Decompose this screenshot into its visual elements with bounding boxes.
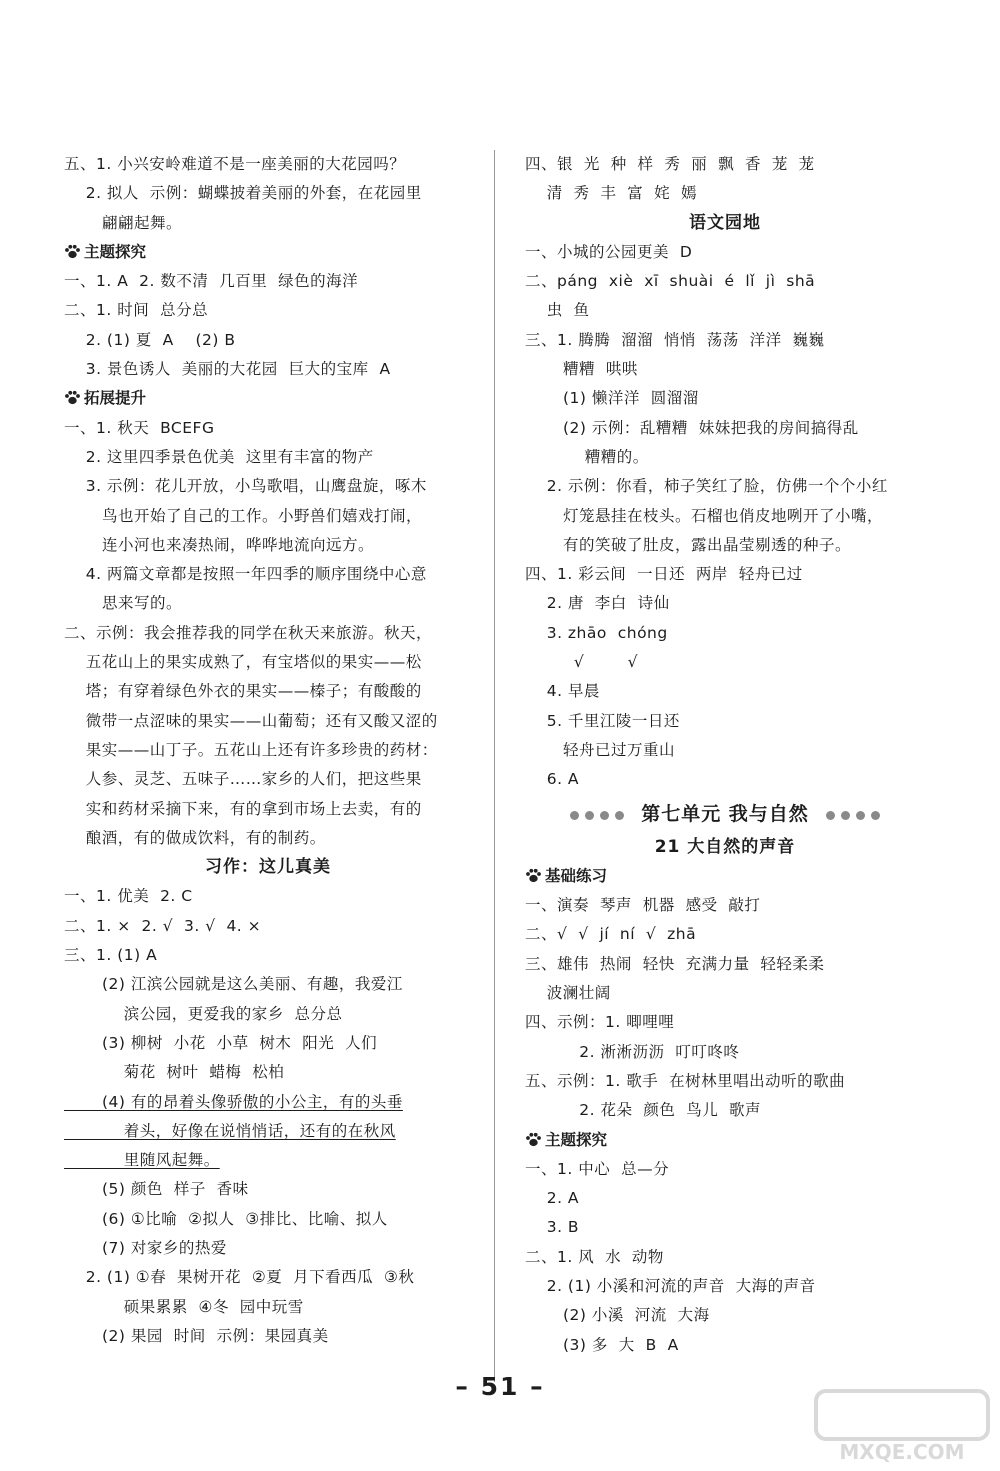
dots-decoration	[823, 795, 883, 833]
section-heading-label: 主题探究	[84, 242, 147, 261]
answer-line: 3. 示例：花儿开放，小鸟歌唱，山鹰盘旋，啄木	[64, 477, 427, 496]
answer-line: 滨公园，更爱我的家乡 总分总	[64, 1004, 343, 1023]
answer-line: 2. (1) ①春 果树开花 ②夏 月下看西瓜 ③秋	[64, 1268, 415, 1287]
answer-line: 2. 这里四季景色优美 这里有丰富的物产	[64, 447, 374, 466]
answer-line: 一、1. 秋天 BCEFG	[64, 418, 215, 437]
answer-line: 微带一点涩味的果实——山葡萄；还有又酸又涩的	[64, 711, 438, 730]
answer-line: 一、1. 中心 总—分	[525, 1159, 670, 1178]
lesson-title: 习作：这儿真美	[205, 857, 331, 878]
answer-line: 有的笑破了肚皮，露出晶莹剔透的种子。	[525, 535, 851, 554]
answer-line: 灯笼悬挂在枝头。石榴也俏皮地咧开了小嘴，	[525, 506, 883, 525]
right-column	[525, 150, 925, 1360]
answer-line: 糟糟的。	[525, 447, 649, 466]
answer-line: 一、演奏 琴声 机器 感受 敲打	[525, 896, 761, 915]
underlined-answer-line: 着头，好像在说悄悄话，还有的在秋风	[64, 1121, 396, 1140]
section-heading	[64, 384, 472, 413]
answer-line: 三、雄伟 热闹 轻快 充满力量 轻轻柔柔	[525, 954, 825, 973]
answer-line: (3) 多 大 B A	[525, 1335, 679, 1354]
answer-line: 4. 早晨	[525, 682, 600, 701]
answer-line: 实和药材采摘下来，有的拿到市场上去卖，有的	[64, 799, 422, 818]
answer-line: 清 秀 丰 富 姹 嫣	[525, 184, 697, 203]
answer-line: 一、小城的公园更美 D	[525, 242, 693, 261]
answer-line: (6) ①比喻 ②拟人 ③排比、比喻、拟人	[64, 1209, 388, 1228]
answer-line: (2) 示例：乱糟糟 妹妹把我的房间搞得乱	[525, 418, 859, 437]
answer-line: 四、示例：1. 唧哩哩	[525, 1013, 675, 1032]
answer-line: 2. 拟人 示例：蝴蝶披着美丽的外套，在花园里	[64, 184, 422, 203]
unit-title: 第七单元 我与自然	[641, 802, 809, 825]
paw-icon	[525, 1132, 542, 1147]
dots-decoration	[567, 795, 627, 833]
answer-line: 二、示例：我会推荐我的同学在秋天来旅游。秋天，	[64, 623, 433, 642]
answer-line: 轻舟已过万重山	[525, 740, 675, 759]
answer-line: 波澜壮阔	[525, 984, 611, 1003]
answer-line: 果实——山丁子。五花山上还有许多珍贵的药材：	[64, 740, 438, 759]
lesson-title: 语文园地	[689, 212, 761, 233]
answer-line: 2. 花朵 颜色 鸟儿 歌声	[525, 1101, 762, 1120]
answer-line: 二、páng xiè xī shuài é lǐ jì shā	[525, 272, 816, 291]
paw-icon	[64, 244, 81, 259]
watermark-text: MXQE.COM	[839, 1440, 965, 1464]
answer-line: 三、1. 腾腾 溜溜 悄悄 荡荡 洋洋 巍巍	[525, 330, 825, 349]
answer-line: 6. A	[525, 770, 580, 789]
answer-line: 糟糟 哄哄	[525, 360, 638, 379]
answer-line: (5) 颜色 样子 香味	[64, 1180, 249, 1199]
column-divider	[494, 150, 495, 1382]
answer-line: 5. 千里江陵一日还	[525, 711, 680, 730]
answer-line: 四、1. 彩云间 一日还 两岸 轻舟已过	[525, 565, 803, 584]
answer-line: √ √	[525, 653, 639, 672]
answer-line: 3. zhāo chóng	[525, 623, 668, 642]
answer-line: 2. A	[525, 1189, 580, 1208]
answer-line: 三、1. (1) A	[64, 946, 158, 965]
answer-line: (2) 江滨公园就是这么美丽、有趣，我爱江	[64, 975, 403, 994]
answer-line: 五、示例：1. 歌手 在树林里唱出动听的歌曲	[525, 1071, 846, 1090]
answer-line: (1) 懒洋洋 圆溜溜	[525, 389, 699, 408]
answer-line: 一、1. A 2. 数不清 几百里 绿色的海洋	[64, 272, 359, 291]
answer-line: 4. 两篇文章都是按照一年四季的顺序围绕中心意	[64, 565, 427, 584]
answer-line: 一、1. 优美 2. C	[64, 887, 193, 906]
answer-line: 思来写的。	[64, 594, 182, 613]
answer-line: 连小河也来凑热闹，哗哗地流向远方。	[64, 535, 374, 554]
answer-line: 二、1. 时间 总分总	[64, 301, 209, 320]
answer-line: 3. B	[525, 1218, 580, 1237]
left-column	[64, 150, 472, 1351]
answer-line: 虫 鱼	[525, 301, 590, 320]
answer-line: 鸟也开始了自己的工作。小野兽们嬉戏打闹，	[64, 506, 422, 525]
answer-line: 二、1. 风 水 动物	[525, 1247, 664, 1266]
answer-line: 2. 唐 李白 诗仙	[525, 594, 670, 613]
watermark-logo	[812, 1385, 992, 1465]
section-heading-label: 拓展提升	[84, 389, 147, 408]
answer-line: 五花山上的果实成熟了，有宝塔似的果实——松	[64, 653, 422, 672]
underlined-answer-line: (4) 有的昂着头像骄傲的小公主，有的头垂	[64, 1092, 403, 1111]
page-number: – 51 –	[455, 1372, 545, 1401]
answer-line: 酿酒，有的做成饮料，有的制药。	[64, 828, 326, 847]
unit-banner	[525, 795, 925, 833]
answer-line: 2. 淅淅沥沥 叮叮咚咚	[525, 1042, 740, 1061]
answer-line: 2. (1) 小溪和河流的声音 大海的声音	[525, 1276, 816, 1295]
section-heading-label: 基础练习	[545, 866, 608, 885]
section-heading	[525, 1126, 925, 1155]
section-heading-label: 主题探究	[545, 1130, 608, 1149]
answer-line: 人参、灵芝、五味子……家乡的人们，把这些果	[64, 770, 422, 789]
answer-line: 3. 景色诱人 美丽的大花园 巨大的宝库 A	[64, 360, 391, 379]
answer-line: (3) 柳树 小花 小草 树木 阳光 人们	[64, 1033, 378, 1052]
answer-line: 硕果累累 ④冬 园中玩雪	[64, 1297, 304, 1316]
answer-line: 五、1. 小兴安岭难道不是一座美丽的大花园吗？	[64, 155, 406, 173]
answer-line: 2. (1) 夏 A (2) B	[64, 330, 236, 349]
answer-line: 塔；有穿着绿色外衣的果实——榛子；有酸酸的	[64, 682, 422, 701]
answer-line: (7) 对家乡的热爱	[64, 1238, 227, 1257]
paw-icon	[525, 868, 542, 883]
paw-icon	[64, 390, 81, 405]
answer-line: 二、1. × 2. √ 3. √ 4. ×	[64, 916, 262, 935]
answer-line: 翩翩起舞。	[64, 213, 182, 232]
answer-line: (2) 小溪 河流 大海	[525, 1306, 710, 1325]
answer-line: 2. 示例：你看，柿子笑红了脸，仿佛一个个小红	[525, 477, 888, 496]
section-heading	[525, 862, 925, 891]
section-heading	[64, 238, 472, 267]
answer-line: 二、√ √ jí ní √ zhā	[525, 925, 697, 944]
underlined-answer-line: 里随风起舞。	[64, 1151, 220, 1170]
answer-line: (2) 果园 时间 示例：果园真美	[64, 1326, 329, 1345]
lesson-title: 21 大自然的声音	[654, 836, 796, 857]
answer-line: 菊花 树叶 蜡梅 松柏	[64, 1063, 285, 1082]
answer-line: 四、银 光 种 样 秀 丽 飘 香 茏 茏	[525, 155, 815, 173]
